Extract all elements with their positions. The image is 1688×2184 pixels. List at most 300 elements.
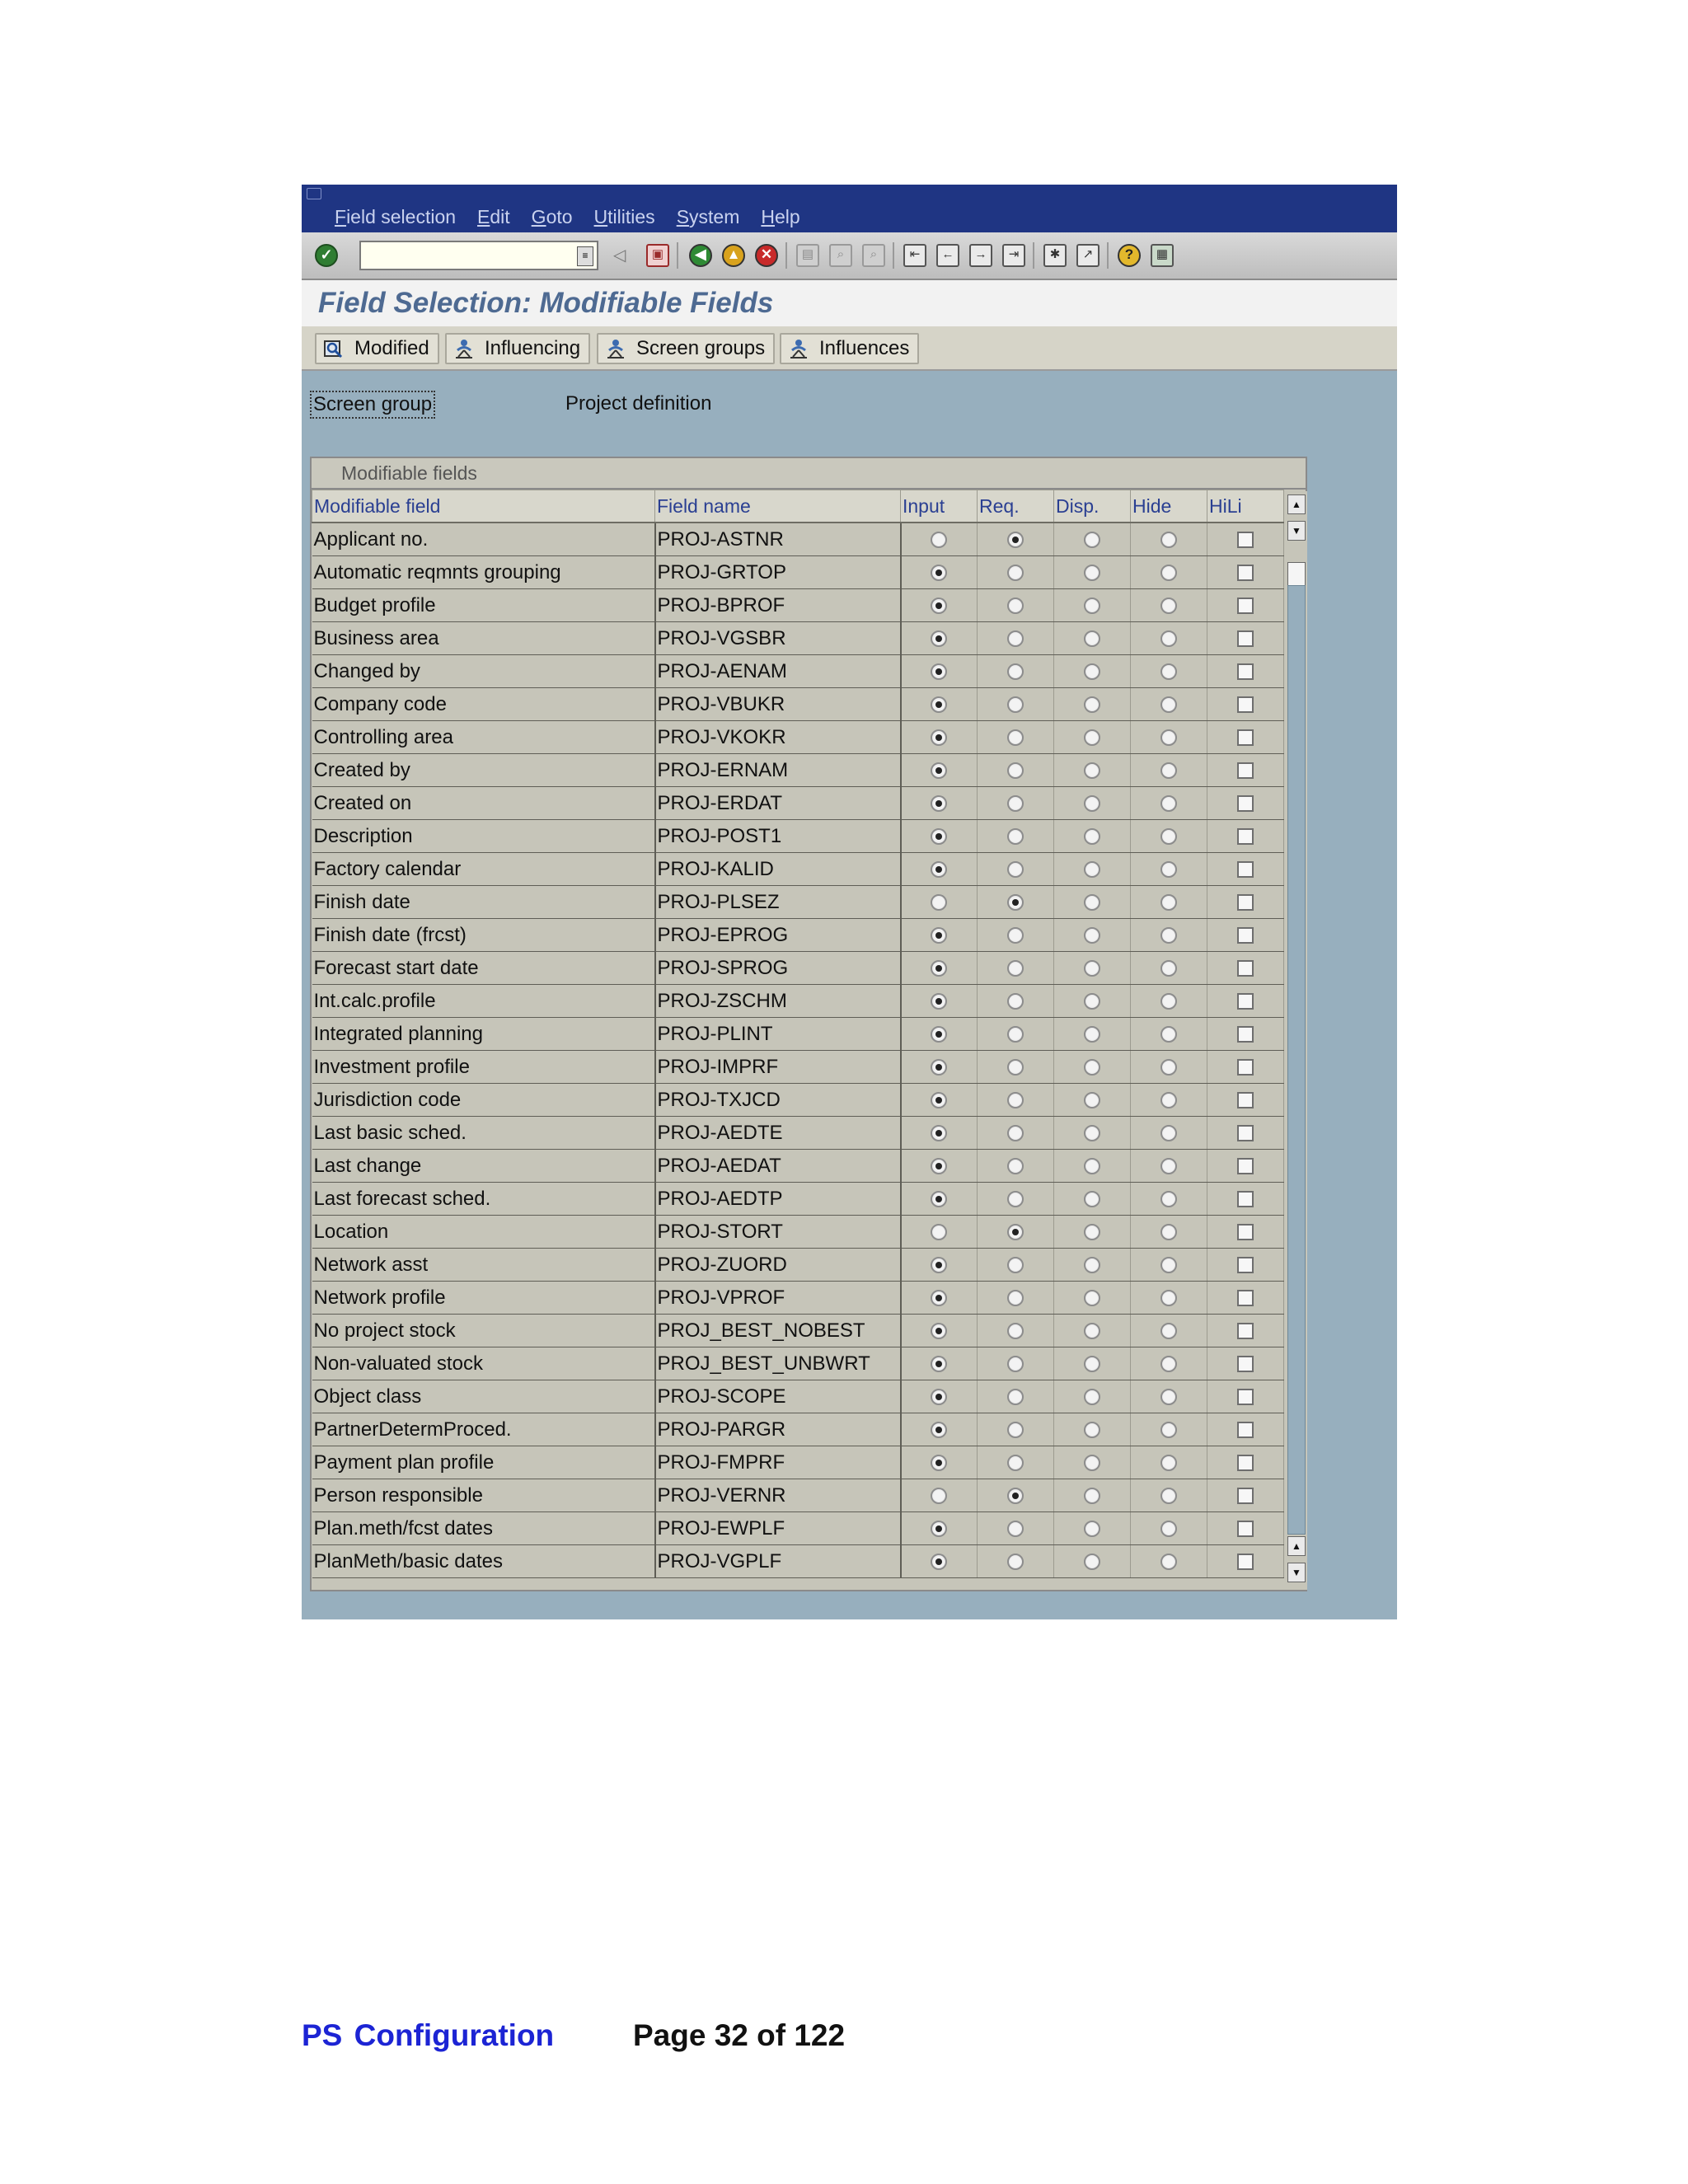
hili-checkbox[interactable] bbox=[1237, 1422, 1254, 1438]
req-radio[interactable] bbox=[1007, 565, 1024, 581]
layout-menu-icon[interactable]: ▦ bbox=[1151, 244, 1174, 267]
hili-checkbox[interactable] bbox=[1237, 960, 1254, 977]
disp-radio[interactable] bbox=[1084, 762, 1100, 779]
column-header-disp[interactable]: Disp. bbox=[1054, 490, 1131, 523]
back-icon[interactable]: ◀ bbox=[689, 244, 712, 267]
field-name-cell: PROJ-ZSCHM bbox=[655, 985, 901, 1018]
menu-field-selection[interactable]: Field selection bbox=[335, 206, 457, 227]
hide-radio[interactable] bbox=[1160, 565, 1177, 581]
input-radio[interactable] bbox=[931, 1191, 947, 1207]
hili-checkbox[interactable] bbox=[1237, 1092, 1254, 1108]
table-row bbox=[312, 886, 1284, 919]
field-name-cell: PROJ-PLINT bbox=[655, 1018, 901, 1051]
hide-cell bbox=[1131, 1545, 1207, 1578]
req-cell bbox=[978, 1446, 1054, 1479]
cancel-icon[interactable]: ✕ bbox=[755, 244, 778, 267]
req-radio[interactable] bbox=[1007, 1026, 1024, 1043]
menu-system[interactable]: System bbox=[676, 206, 740, 227]
disp-cell bbox=[1054, 1479, 1131, 1512]
column-header-input[interactable]: Input bbox=[901, 490, 978, 523]
hili-checkbox[interactable] bbox=[1237, 1521, 1254, 1537]
input-cell bbox=[901, 919, 978, 952]
page-up-icon[interactable]: ▲ bbox=[1287, 1536, 1306, 1556]
hili-cell bbox=[1207, 523, 1284, 556]
screen-groups-button[interactable] bbox=[597, 333, 775, 364]
hide-radio[interactable] bbox=[1160, 1191, 1177, 1207]
req-radio[interactable] bbox=[1007, 1521, 1024, 1537]
hili-checkbox[interactable] bbox=[1237, 762, 1254, 779]
input-radio[interactable] bbox=[931, 532, 947, 548]
hili-checkbox[interactable] bbox=[1237, 828, 1254, 845]
modifiable-field-cell: Last change bbox=[312, 1150, 655, 1183]
hili-cell bbox=[1207, 655, 1284, 688]
req-cell bbox=[978, 1347, 1054, 1380]
hili-checkbox[interactable] bbox=[1237, 1026, 1254, 1043]
hide-cell bbox=[1131, 1446, 1207, 1479]
hili-checkbox[interactable] bbox=[1237, 1455, 1254, 1471]
hide-radio[interactable] bbox=[1160, 1257, 1177, 1273]
disp-radio[interactable] bbox=[1084, 795, 1100, 812]
input-radio[interactable] bbox=[931, 795, 947, 812]
req-radio[interactable] bbox=[1007, 1488, 1024, 1504]
modifiable-field-cell: Non-valuated stock bbox=[312, 1347, 655, 1380]
input-radio[interactable] bbox=[931, 598, 947, 614]
table-row bbox=[312, 1282, 1284, 1315]
exit-icon[interactable]: ▲ bbox=[722, 244, 745, 267]
hide-radio[interactable] bbox=[1160, 1389, 1177, 1405]
hili-checkbox[interactable] bbox=[1237, 729, 1254, 746]
table-row bbox=[312, 754, 1284, 787]
disp-radio[interactable] bbox=[1084, 1554, 1100, 1570]
hide-radio[interactable] bbox=[1160, 1059, 1177, 1076]
influencing-button[interactable] bbox=[445, 333, 590, 364]
disp-cell bbox=[1054, 1084, 1131, 1117]
hide-radio[interactable] bbox=[1160, 1422, 1177, 1438]
hide-cell bbox=[1131, 1282, 1207, 1315]
input-cell bbox=[901, 1183, 978, 1216]
hide-radio[interactable] bbox=[1160, 1290, 1177, 1306]
hide-cell bbox=[1131, 1117, 1207, 1150]
screen-group-value: Project definition bbox=[565, 392, 712, 415]
input-radio[interactable] bbox=[931, 828, 947, 845]
req-radio[interactable] bbox=[1007, 828, 1024, 845]
hide-radio[interactable] bbox=[1160, 1158, 1177, 1174]
input-radio[interactable] bbox=[931, 565, 947, 581]
column-header-req[interactable]: Req. bbox=[978, 490, 1054, 523]
hide-radio[interactable] bbox=[1160, 993, 1177, 1010]
req-radio[interactable] bbox=[1007, 729, 1024, 746]
hili-checkbox[interactable] bbox=[1237, 795, 1254, 812]
table-row bbox=[312, 1249, 1284, 1282]
disp-radio[interactable] bbox=[1084, 532, 1100, 548]
hili-cell bbox=[1207, 1051, 1284, 1084]
input-cell bbox=[901, 556, 978, 589]
hide-cell bbox=[1131, 1512, 1207, 1545]
modifiable-field-cell: Network asst bbox=[312, 1249, 655, 1282]
hili-cell bbox=[1207, 1282, 1284, 1315]
disp-radio[interactable] bbox=[1084, 861, 1100, 878]
table-row bbox=[312, 1347, 1284, 1380]
modified-button-label: Modified bbox=[354, 337, 429, 359]
input-radio[interactable] bbox=[931, 729, 947, 746]
hili-checkbox[interactable] bbox=[1237, 532, 1254, 548]
hide-radio[interactable] bbox=[1160, 1521, 1177, 1537]
input-cell bbox=[901, 622, 978, 655]
first-page-icon[interactable]: ⇤ bbox=[903, 244, 926, 267]
hili-checkbox[interactable] bbox=[1237, 1488, 1254, 1504]
hili-cell bbox=[1207, 952, 1284, 985]
disp-radio[interactable] bbox=[1084, 1323, 1100, 1339]
input-radio[interactable] bbox=[931, 663, 947, 680]
modifiable-field-cell: Person responsible bbox=[312, 1479, 655, 1512]
input-radio[interactable] bbox=[931, 993, 947, 1010]
req-radio[interactable] bbox=[1007, 1389, 1024, 1405]
req-radio[interactable] bbox=[1007, 894, 1024, 911]
req-cell bbox=[978, 523, 1054, 556]
req-radio[interactable] bbox=[1007, 795, 1024, 812]
page-title: Field Selection: Modifiable Fields bbox=[318, 287, 774, 319]
next-page-icon[interactable]: → bbox=[969, 244, 992, 267]
hide-radio[interactable] bbox=[1160, 1488, 1177, 1504]
disp-radio[interactable] bbox=[1084, 663, 1100, 680]
disp-radio[interactable] bbox=[1084, 960, 1100, 977]
disp-radio[interactable] bbox=[1084, 1455, 1100, 1471]
hili-checkbox[interactable] bbox=[1237, 1389, 1254, 1405]
disp-radio[interactable] bbox=[1084, 1422, 1100, 1438]
disp-cell bbox=[1054, 688, 1131, 721]
command-field[interactable] bbox=[359, 241, 598, 270]
menu-utilities[interactable]: Utilities bbox=[593, 206, 655, 227]
hili-checkbox[interactable] bbox=[1237, 696, 1254, 713]
disp-radio[interactable] bbox=[1084, 828, 1100, 845]
column-header-field-name[interactable]: Field name bbox=[655, 490, 901, 523]
hide-radio[interactable] bbox=[1160, 828, 1177, 845]
disp-radio[interactable] bbox=[1084, 1224, 1100, 1240]
scrollbar-thumb[interactable] bbox=[1287, 562, 1306, 587]
disp-radio[interactable] bbox=[1084, 993, 1100, 1010]
req-radio[interactable] bbox=[1007, 1290, 1024, 1306]
req-cell bbox=[978, 1315, 1054, 1347]
req-radio[interactable] bbox=[1007, 630, 1024, 647]
req-radio[interactable] bbox=[1007, 1422, 1024, 1438]
disp-radio[interactable] bbox=[1084, 1488, 1100, 1504]
help-icon[interactable]: ? bbox=[1118, 244, 1141, 267]
req-radio[interactable] bbox=[1007, 1455, 1024, 1471]
modifiable-fields-table-control bbox=[310, 457, 1307, 1591]
disp-radio[interactable] bbox=[1084, 1257, 1100, 1273]
disp-radio[interactable] bbox=[1084, 1158, 1100, 1174]
disp-radio[interactable] bbox=[1084, 1356, 1100, 1372]
disp-radio[interactable] bbox=[1084, 598, 1100, 614]
hili-checkbox[interactable] bbox=[1237, 1059, 1254, 1076]
find-icon[interactable]: ⌕ bbox=[829, 244, 852, 267]
hili-checkbox[interactable] bbox=[1237, 598, 1254, 614]
menu-goto[interactable]: Goto bbox=[531, 206, 573, 227]
table-row bbox=[312, 1545, 1284, 1578]
input-radio[interactable] bbox=[931, 1059, 947, 1076]
req-radio[interactable] bbox=[1007, 960, 1024, 977]
save-icon[interactable]: ▣ bbox=[646, 244, 669, 267]
modifiable-field-cell: Network profile bbox=[312, 1282, 655, 1315]
hili-cell bbox=[1207, 556, 1284, 589]
disp-radio[interactable] bbox=[1084, 1059, 1100, 1076]
disp-radio[interactable] bbox=[1084, 630, 1100, 647]
input-cell bbox=[901, 655, 978, 688]
input-radio[interactable] bbox=[931, 1158, 947, 1174]
menu-edit[interactable]: Edit bbox=[477, 206, 510, 227]
hili-checkbox[interactable] bbox=[1237, 927, 1254, 944]
hide-radio[interactable] bbox=[1160, 1026, 1177, 1043]
hili-cell bbox=[1207, 985, 1284, 1018]
disp-radio[interactable] bbox=[1084, 1092, 1100, 1108]
table-row bbox=[312, 1183, 1284, 1216]
column-header-hili[interactable]: HiLi bbox=[1207, 490, 1284, 523]
column-header-hide[interactable]: Hide bbox=[1131, 490, 1207, 523]
hide-radio[interactable] bbox=[1160, 663, 1177, 680]
field-name-cell: PROJ-SCOPE bbox=[655, 1380, 901, 1413]
disp-radio[interactable] bbox=[1084, 1191, 1100, 1207]
input-radio[interactable] bbox=[931, 1389, 947, 1405]
hili-checkbox[interactable] bbox=[1237, 1191, 1254, 1207]
req-radio[interactable] bbox=[1007, 532, 1024, 548]
find-next-icon[interactable]: ⌕ bbox=[862, 244, 885, 267]
hide-radio[interactable] bbox=[1160, 1092, 1177, 1108]
disp-radio[interactable] bbox=[1084, 729, 1100, 746]
req-cell bbox=[978, 886, 1054, 919]
req-radio[interactable] bbox=[1007, 927, 1024, 944]
field-name-cell: PROJ-AEDTE bbox=[655, 1117, 901, 1150]
hide-radio[interactable] bbox=[1160, 532, 1177, 548]
modifiable-field-cell: PlanMeth/basic dates bbox=[312, 1545, 655, 1578]
req-radio[interactable] bbox=[1007, 1554, 1024, 1570]
disp-radio[interactable] bbox=[1084, 1521, 1100, 1537]
page-down-icon[interactable]: ▼ bbox=[1287, 521, 1306, 541]
hili-cell bbox=[1207, 1084, 1284, 1117]
hide-radio[interactable] bbox=[1160, 861, 1177, 878]
hili-cell bbox=[1207, 1183, 1284, 1216]
hide-radio[interactable] bbox=[1160, 598, 1177, 614]
req-radio[interactable] bbox=[1007, 1191, 1024, 1207]
hide-cell bbox=[1131, 721, 1207, 754]
hide-radio[interactable] bbox=[1160, 762, 1177, 779]
input-radio[interactable] bbox=[931, 1455, 947, 1471]
hili-cell bbox=[1207, 820, 1284, 853]
disp-cell bbox=[1054, 754, 1131, 787]
hili-checkbox[interactable] bbox=[1237, 1158, 1254, 1174]
influencing-button-label: Influencing bbox=[485, 337, 581, 359]
shortcut-icon[interactable]: ↗ bbox=[1076, 244, 1100, 267]
input-cell bbox=[901, 721, 978, 754]
menu-help[interactable]: Help bbox=[761, 206, 800, 227]
modifiable-field-cell: Controlling area bbox=[312, 721, 655, 754]
screen-group-label[interactable]: Screen group bbox=[310, 391, 435, 419]
command-history-icon[interactable]: ≡ bbox=[577, 246, 593, 266]
table-row bbox=[312, 721, 1284, 754]
table-row bbox=[312, 655, 1284, 688]
input-radio[interactable] bbox=[931, 1125, 947, 1141]
hili-checkbox[interactable] bbox=[1237, 894, 1254, 911]
hide-radio[interactable] bbox=[1160, 960, 1177, 977]
input-cell bbox=[901, 1150, 978, 1183]
hili-cell bbox=[1207, 1150, 1284, 1183]
input-radio[interactable] bbox=[931, 1488, 947, 1504]
disp-cell bbox=[1054, 985, 1131, 1018]
hide-cell bbox=[1131, 886, 1207, 919]
hili-cell bbox=[1207, 787, 1284, 820]
req-radio[interactable] bbox=[1007, 993, 1024, 1010]
req-cell bbox=[978, 820, 1054, 853]
req-radio[interactable] bbox=[1007, 696, 1024, 713]
input-radio[interactable] bbox=[931, 1257, 947, 1273]
hili-checkbox[interactable] bbox=[1237, 565, 1254, 581]
input-radio[interactable] bbox=[931, 1224, 947, 1240]
disp-cell bbox=[1054, 787, 1131, 820]
req-radio[interactable] bbox=[1007, 1125, 1024, 1141]
input-cell bbox=[901, 589, 978, 622]
hili-checkbox[interactable] bbox=[1237, 1224, 1254, 1240]
modifiable-field-cell: Factory calendar bbox=[312, 853, 655, 886]
hili-checkbox[interactable] bbox=[1237, 1323, 1254, 1339]
input-radio[interactable] bbox=[931, 894, 947, 911]
window-menu-icon[interactable] bbox=[307, 188, 321, 199]
disp-radio[interactable] bbox=[1084, 1125, 1100, 1141]
hide-cell bbox=[1131, 1150, 1207, 1183]
scroll-up-icon[interactable]: ▲ bbox=[1287, 494, 1306, 514]
input-radio[interactable] bbox=[931, 1323, 947, 1339]
field-name-cell: PROJ-EWPLF bbox=[655, 1512, 901, 1545]
modifiable-field-cell: Last basic sched. bbox=[312, 1117, 655, 1150]
input-radio[interactable] bbox=[931, 1092, 947, 1108]
disp-radio[interactable] bbox=[1084, 1389, 1100, 1405]
hili-checkbox[interactable] bbox=[1237, 630, 1254, 647]
print-icon[interactable]: ▤ bbox=[796, 244, 819, 267]
hide-cell bbox=[1131, 787, 1207, 820]
last-page-icon[interactable]: ⇥ bbox=[1002, 244, 1025, 267]
modified-button[interactable] bbox=[315, 333, 439, 364]
disp-radio[interactable] bbox=[1084, 1026, 1100, 1043]
hide-radio[interactable] bbox=[1160, 795, 1177, 812]
table-row bbox=[312, 787, 1284, 820]
input-radio[interactable] bbox=[931, 696, 947, 713]
req-cell bbox=[978, 1282, 1054, 1315]
field-name-cell: PROJ-ASTNR bbox=[655, 523, 901, 556]
disp-radio[interactable] bbox=[1084, 927, 1100, 944]
input-radio[interactable] bbox=[931, 960, 947, 977]
req-radio[interactable] bbox=[1007, 1224, 1024, 1240]
hide-radio[interactable] bbox=[1160, 630, 1177, 647]
hili-cell bbox=[1207, 1380, 1284, 1413]
hide-radio[interactable] bbox=[1160, 1323, 1177, 1339]
previous-page-icon[interactable]: ← bbox=[936, 244, 959, 267]
hide-radio[interactable] bbox=[1160, 927, 1177, 944]
input-radio[interactable] bbox=[931, 861, 947, 878]
input-radio[interactable] bbox=[931, 762, 947, 779]
modifiable-field-cell: Finish date bbox=[312, 886, 655, 919]
hide-radio[interactable] bbox=[1160, 1455, 1177, 1471]
hide-cell bbox=[1131, 919, 1207, 952]
input-radio[interactable] bbox=[931, 1026, 947, 1043]
vertical-scrollbar[interactable] bbox=[1286, 491, 1307, 1590]
req-radio[interactable] bbox=[1007, 762, 1024, 779]
hili-checkbox[interactable] bbox=[1237, 1554, 1254, 1570]
hili-checkbox[interactable] bbox=[1237, 1356, 1254, 1372]
input-radio[interactable] bbox=[931, 1290, 947, 1306]
hide-radio[interactable] bbox=[1160, 1356, 1177, 1372]
hili-checkbox[interactable] bbox=[1237, 993, 1254, 1010]
hili-cell bbox=[1207, 1216, 1284, 1249]
req-radio[interactable] bbox=[1007, 861, 1024, 878]
hide-radio[interactable] bbox=[1160, 729, 1177, 746]
req-radio[interactable] bbox=[1007, 1092, 1024, 1108]
input-radio[interactable] bbox=[931, 927, 947, 944]
input-radio[interactable] bbox=[931, 1422, 947, 1438]
input-cell bbox=[901, 985, 978, 1018]
req-radio[interactable] bbox=[1007, 1257, 1024, 1273]
input-radio[interactable] bbox=[931, 1521, 947, 1537]
field-name-cell: PROJ-VKOKR bbox=[655, 721, 901, 754]
disp-radio[interactable] bbox=[1084, 696, 1100, 713]
hide-radio[interactable] bbox=[1160, 1554, 1177, 1570]
influences-button[interactable] bbox=[780, 333, 919, 364]
req-radio[interactable] bbox=[1007, 1356, 1024, 1372]
hili-checkbox[interactable] bbox=[1237, 663, 1254, 680]
hili-checkbox[interactable] bbox=[1237, 1257, 1254, 1273]
disp-cell bbox=[1054, 1446, 1131, 1479]
input-radio[interactable] bbox=[931, 630, 947, 647]
req-radio[interactable] bbox=[1007, 598, 1024, 614]
disp-radio[interactable] bbox=[1084, 1290, 1100, 1306]
create-session-icon[interactable]: ✱ bbox=[1043, 244, 1067, 267]
req-cell bbox=[978, 1150, 1054, 1183]
input-cell bbox=[901, 1051, 978, 1084]
hide-cell bbox=[1131, 1315, 1207, 1347]
scroll-down-icon[interactable]: ▼ bbox=[1287, 1563, 1306, 1582]
input-radio[interactable] bbox=[931, 1356, 947, 1372]
hide-radio[interactable] bbox=[1160, 894, 1177, 911]
req-radio[interactable] bbox=[1007, 1323, 1024, 1339]
req-radio[interactable] bbox=[1007, 663, 1024, 680]
req-cell bbox=[978, 1545, 1054, 1578]
system-toolbar bbox=[302, 232, 1397, 280]
req-radio[interactable] bbox=[1007, 1059, 1024, 1076]
hili-checkbox[interactable] bbox=[1237, 1290, 1254, 1306]
input-cell bbox=[901, 1446, 978, 1479]
disp-radio[interactable] bbox=[1084, 565, 1100, 581]
scrollbar-track[interactable] bbox=[1287, 585, 1306, 1535]
hide-radio[interactable] bbox=[1160, 696, 1177, 713]
req-radio[interactable] bbox=[1007, 1158, 1024, 1174]
hili-cell bbox=[1207, 754, 1284, 787]
hili-checkbox[interactable] bbox=[1237, 1125, 1254, 1141]
field-name-cell: PROJ-IMPRF bbox=[655, 1051, 901, 1084]
disp-radio[interactable] bbox=[1084, 894, 1100, 911]
hide-radio[interactable] bbox=[1160, 1224, 1177, 1240]
disp-cell bbox=[1054, 853, 1131, 886]
disp-cell bbox=[1054, 622, 1131, 655]
req-cell bbox=[978, 655, 1054, 688]
hili-cell bbox=[1207, 1347, 1284, 1380]
column-header-modifiable-field[interactable]: Modifiable field bbox=[312, 490, 655, 523]
field-name-cell: PROJ-FMPRF bbox=[655, 1446, 901, 1479]
req-cell bbox=[978, 1117, 1054, 1150]
screen-groups-button-label: Screen groups bbox=[636, 337, 766, 359]
modifiable-field-cell: Changed by bbox=[312, 655, 655, 688]
input-radio[interactable] bbox=[931, 1554, 947, 1570]
hili-checkbox[interactable] bbox=[1237, 861, 1254, 878]
table-row bbox=[312, 1512, 1284, 1545]
enter-icon[interactable]: ✓ bbox=[315, 244, 338, 267]
hide-radio[interactable] bbox=[1160, 1125, 1177, 1141]
